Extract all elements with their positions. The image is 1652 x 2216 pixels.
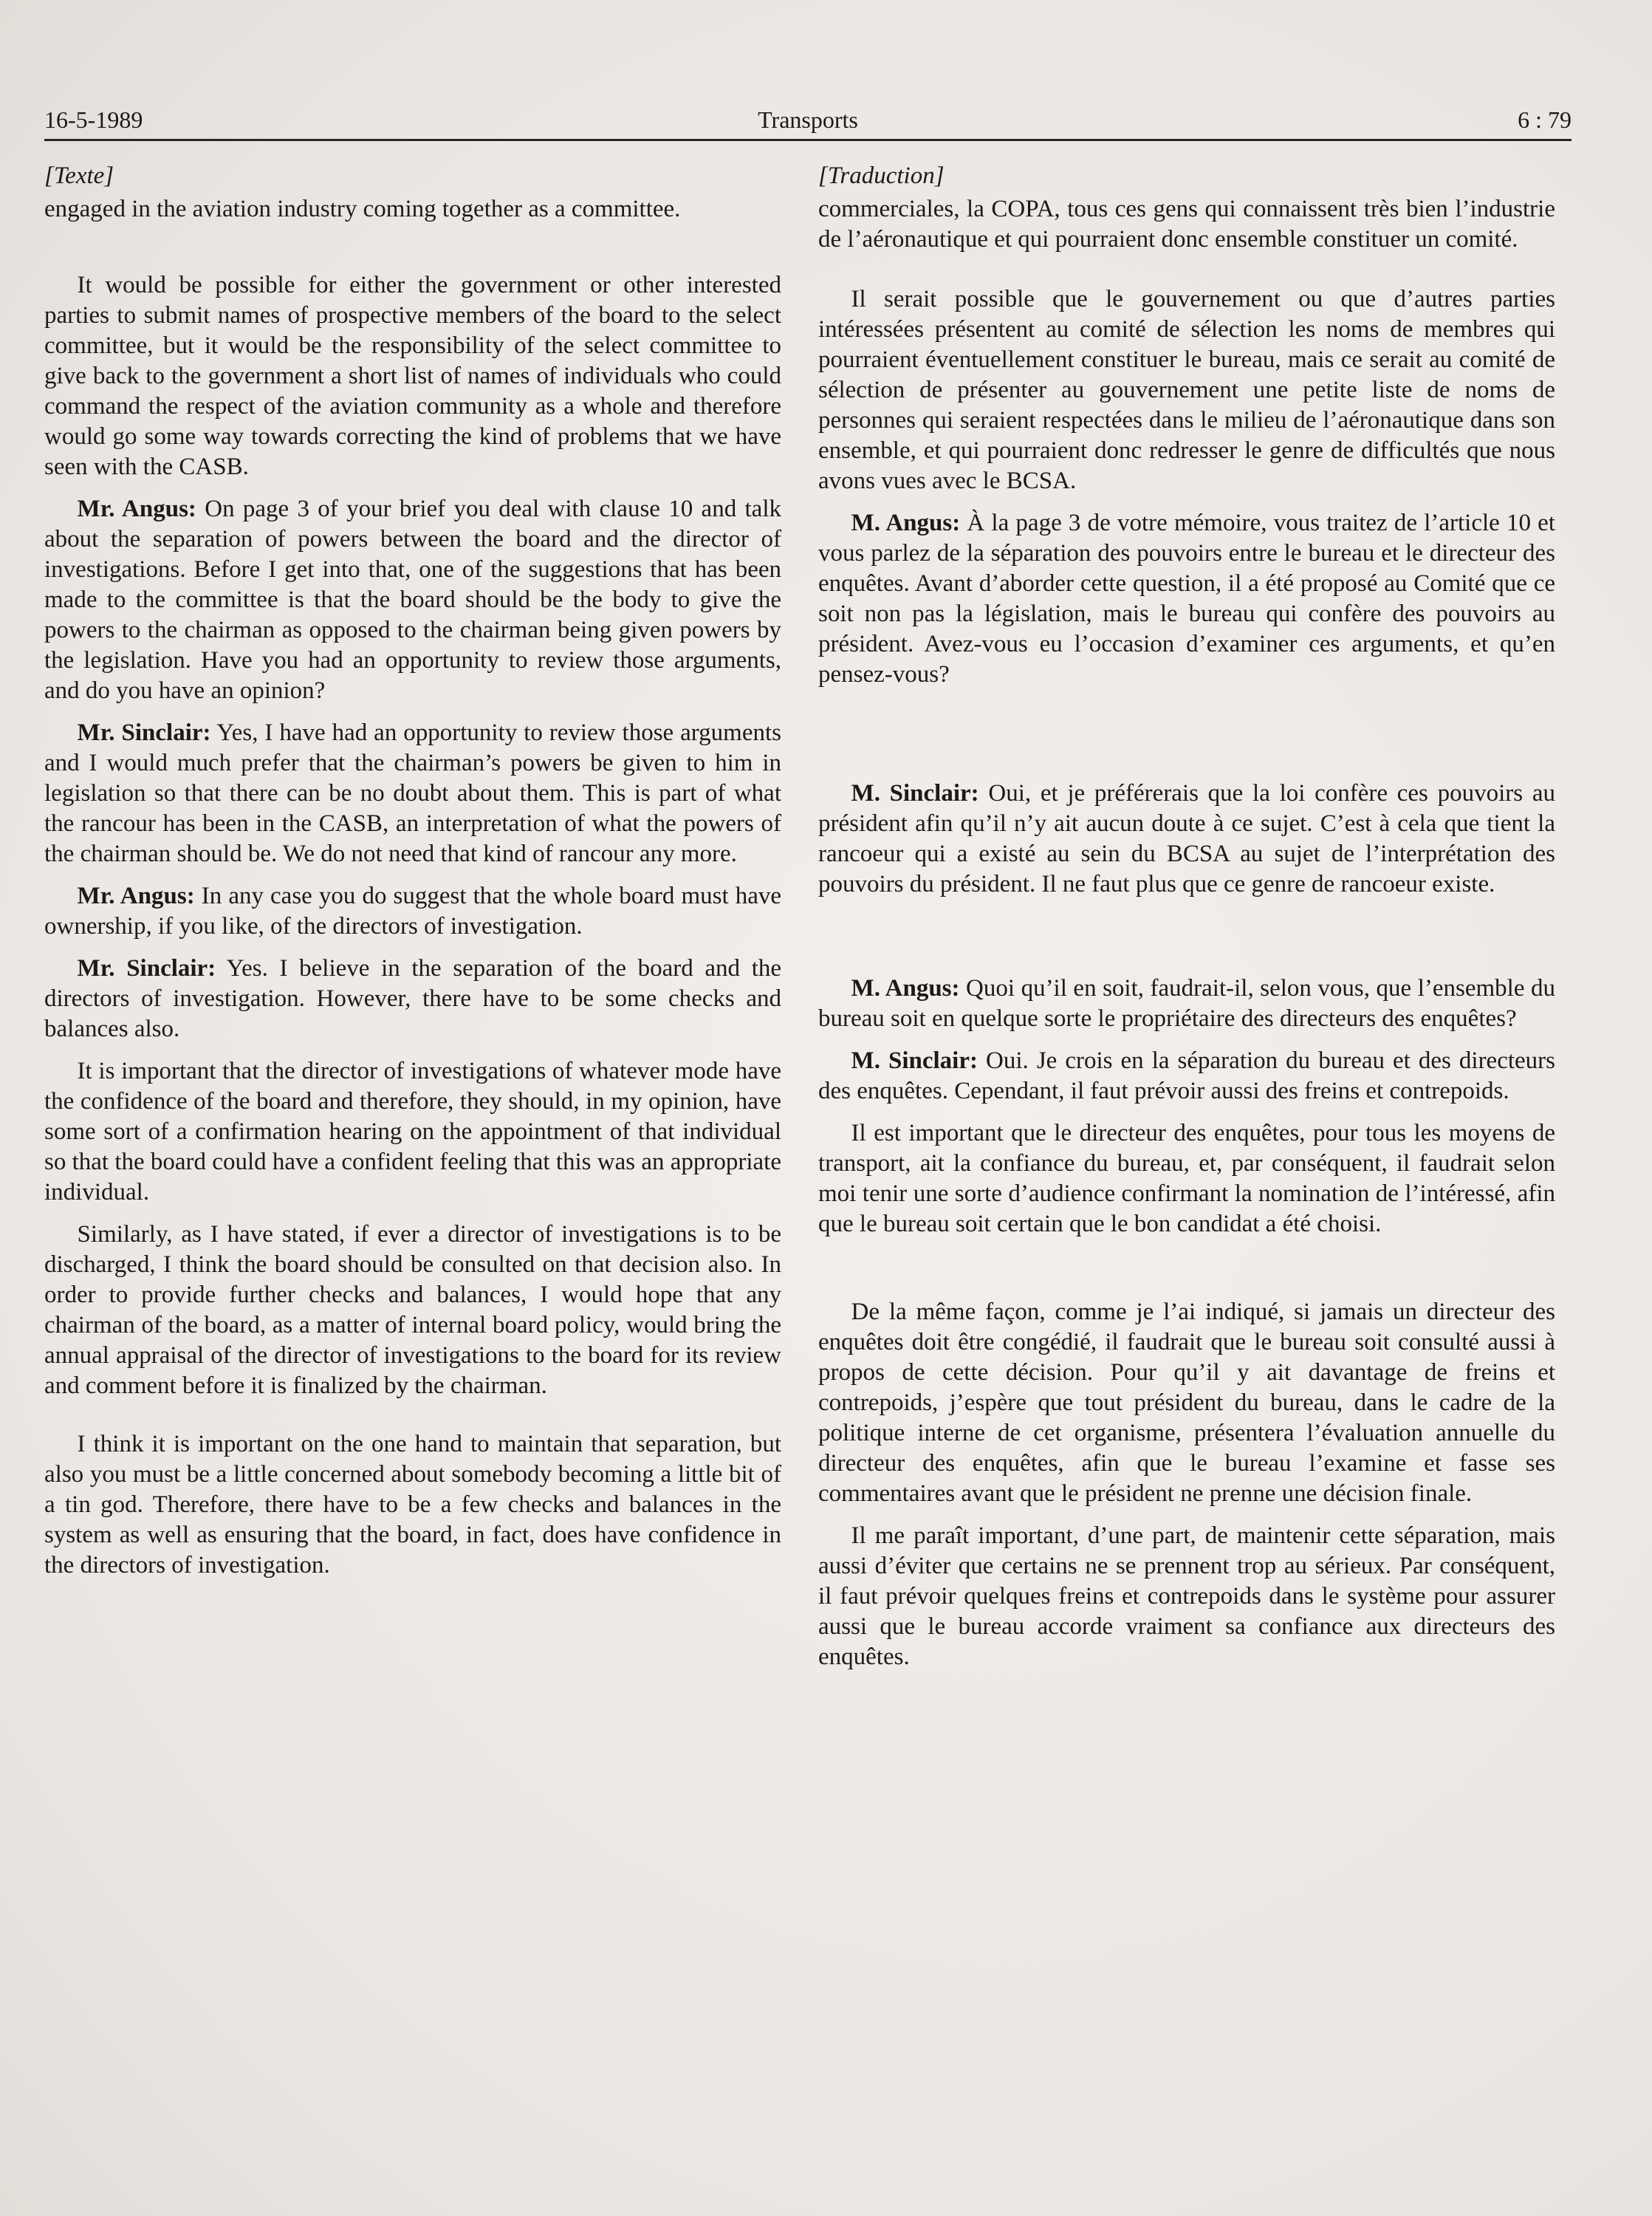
paragraph-text: Il me paraît important, d’une part, de maintenir cette séparation, mais aussi d’éviter que certains ne se prennent trop au sérieux. Par conséquent, il faut prévoir quelques freins et contrepoids dans le système pour assurer aussi que le bureau accorde vraiment sa confiance aux directeurs des enquêtes. [818, 1522, 1555, 1670]
paragraph [44, 1220, 781, 1401]
paragraph [44, 270, 781, 482]
speaker-name: M. Sinclair: [851, 780, 979, 807]
paragraph [818, 1521, 1555, 1672]
paragraph-text: engaged in the aviation industry coming together as a committee. [44, 196, 681, 222]
paragraph [818, 508, 1555, 690]
paragraph-text: Oui. Je crois en la séparation du bureau et des directeurs des enquêtes. Cependant, il faut prévoir aussi des freins et contrepoids. [818, 1047, 1556, 1104]
paragraph [44, 954, 781, 1044]
paragraph [44, 1056, 781, 1208]
paragraph-text: commerciales, la COPA, tous ces gens qui connaissent très bien l’industrie de l’aéronautique et qui pourraient donc ensemble constituer un comité. [818, 196, 1555, 253]
paragraph-text: Il serait possible que le gouvernement ou que d’autres parties intéressées présentent au comité de sélection les noms de membres qui pourraient éventuellement constituer le bureau, mais ce serait au comité de sélection de présenter au gouvernement une petite liste de noms de personnes qui seraient respectées dans le milieu de l’aéronautique dans son ensemble, et qui pourraient donc redresser le genre de difficultés que nous avons vues avec le BCSA. [818, 286, 1555, 494]
paragraph [818, 1118, 1555, 1239]
paragraph-text: Il est important que le directeur des enquêtes, pour tous les moyens de transport, ait la confiance du bureau, et, par conséquent, il faudrait selon moi tenir une sorte d’audience confirmant la nomination de l’intéressé, afin que le bureau soit certain que le bon candidat a été choisi. [818, 1120, 1555, 1237]
paragraph [44, 494, 781, 706]
paragraph [44, 881, 781, 942]
paragraph [818, 974, 1555, 1034]
speaker-name: Mr. Angus: [77, 883, 195, 909]
paragraph-text: De la même façon, comme je l’ai indiqué, si jamais un directeur des enquêtes doit être congédié, il faudrait que le bureau soit consulté aussi à propos de cette décision. Pour qu’il y ait davantage de freins et contrepoids, j’espère que tout président du bureau, dans le cadre de la politique interne de cet organisme, présentera l’évaluation annuelle du directeur des enquêtes, afin que le bureau l’examine et fasse ses commentaires avant que le président ne prenne une décision finale. [818, 1299, 1555, 1507]
speaker-name: Mr. Angus: [77, 496, 196, 522]
english-column [44, 161, 781, 1581]
speaker-name: Mr. Sinclair: [77, 955, 216, 982]
paragraph-text: In any case you do suggest that the whole board must have ownership, if you like, of the directors of investigation. [44, 883, 781, 940]
header-rule [44, 139, 1572, 141]
paragraph-text: Quoi qu’il en soit, faudrait-il, selon vous, que l’ensemble du bureau soit en quelque sorte le propriétaire des directeurs des enquêtes? [818, 975, 1556, 1032]
paragraph-text: On page 3 of your brief you deal with clause 10 and talk about the separation of powers between the board and the director of investigations. Before I get into that, one of the suggestions that has been made to the committee is that the board should be the body to give the powers to the chairman as opposed to the chairman being given powers by the legislation. Have you had an opportunity to review those arguments, and do you have an opinion? [44, 496, 781, 704]
page-header [44, 102, 1572, 137]
paragraph-text: Yes, I have had an opportunity to review those arguments and I would much prefer that the chairman’s powers be given to him in legislation so that there can be no doubt about them. This is part of what the rancour has been in the CASB, an interpretation of what the powers of the chairman should be. We do not need that kind of rancour any more. [44, 719, 781, 867]
speaker-name: M. Angus: [851, 975, 960, 1002]
speaker-name: M. Angus: [851, 510, 961, 536]
paragraph [44, 718, 781, 869]
paragraph-text: Oui, et je préférerais que la loi confère ces pouvoirs au président afin qu’il n’y ait aucun doute à ce sujet. C’est à cela que tient la rancoeur qui a existé au sein du BCSA au sujet de l’interprétation des pouvoirs du président. Il ne faut plus que ce genre de rancoeur existe. [818, 780, 1555, 897]
header-date: 16-5-1989 [44, 106, 143, 133]
paragraph-text: I think it is important on the one hand to maintain that separation, but also you must be a little concerned about somebody becoming a little bit of a tin god. Therefore, there have to be a few checks and balances in the system as well as ensuring that the board, in fact, does have confidence in the directors of investigation. [44, 1431, 781, 1579]
paragraph-text: It is important that the director of investigations of whatever mode have the confidence of the board and therefore, they should, in my opinion, have some sort of a confirmation hearing on the appointment of that individual so that the board could have a confident feeling that this was an appropriate individual. [44, 1058, 781, 1206]
header-page-number: 6 : 79 [1518, 106, 1572, 133]
paragraph-text: It would be possible for either the government or other interested parties to submit names of prospective members of the board to the select committee, but it would be the responsibility of the select committee to give back to the government a short list of names of individuals who could command the respect of the aviation community as a whole and therefore would go some way towards correcting the kind of problems that we have seen with the CASB. [44, 272, 781, 480]
speaker-name: Mr. Sinclair: [77, 719, 211, 746]
paragraph [818, 1046, 1555, 1107]
paragraph-text: À la page 3 de votre mémoire, vous traitez de l’article 10 et vous parlez de la séparation des pouvoirs entre le bureau et le directeur des enquêtes. Avant d’aborder cette question, il a été proposé au Comité que ce soit non pas la législation, mais le bureau qui confère des pouvoirs au président. Avez-vous eu l’occasion d’examiner ces arguments, et qu’en pensez-vous? [818, 510, 1555, 688]
paragraph [818, 284, 1555, 496]
paragraph-text: Yes. I believe in the separation of the board and the directors of investigation. However, there have to be some checks and balances also. [44, 955, 782, 1042]
header-title: Transports [758, 106, 858, 133]
french-column [818, 161, 1555, 1672]
paragraph-text: Similarly, as I have stated, if ever a director of investigations is to be discharged, I think the board should be consulted on that decision also. In order to provide further checks and balances, I would hope that any chairman of the board, as a matter of internal board policy, would bring the annual appraisal of the director of investigations to the board for its review and comment before it is finalized by the chairman. [44, 1221, 781, 1399]
paragraph [44, 194, 781, 225]
paragraph [818, 779, 1555, 900]
paragraph [818, 194, 1555, 255]
paragraph [818, 1297, 1555, 1509]
paragraph [44, 1429, 781, 1581]
column-label-english: [Texte] [44, 163, 114, 189]
speaker-name: M. Sinclair: [851, 1047, 978, 1074]
column-label-french: [Traduction] [818, 163, 945, 189]
